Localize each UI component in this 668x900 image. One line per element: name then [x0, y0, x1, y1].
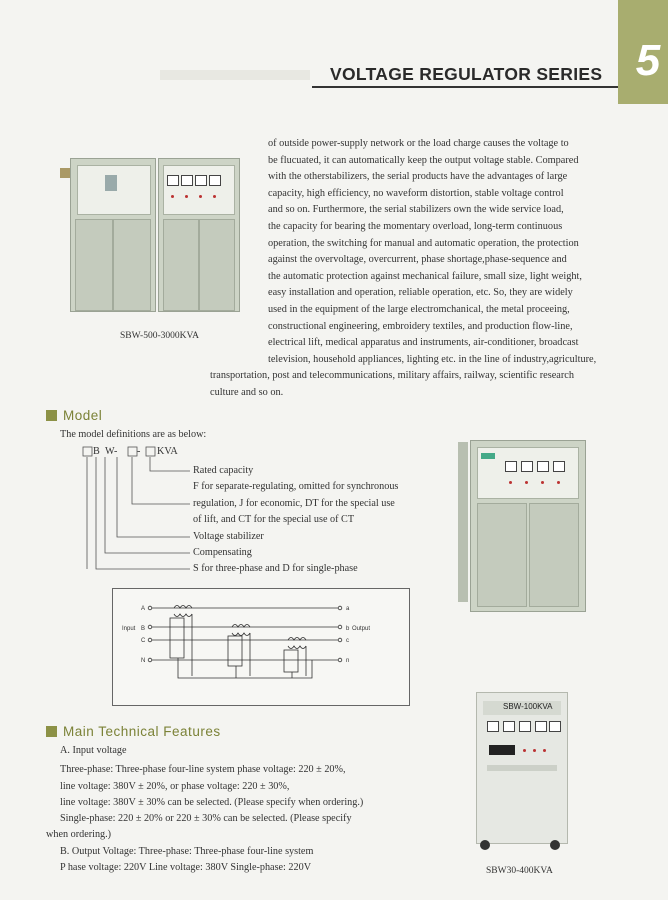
output-label: Output — [352, 626, 371, 632]
feature-line: line voltage: 380V ± 20%, or phase voltage: 220 ± 30%, — [60, 781, 290, 792]
feature-line: P hase voltage: 220V Line voltage: 380V Single-phase: 220V — [60, 862, 312, 873]
definition-item: Voltage stabilizer — [193, 530, 264, 542]
intro-line: used in the equipment of the large electromchanical, the metal proceeing, — [268, 303, 570, 315]
cabinet-small-label: SBW-100KVA — [503, 702, 553, 711]
intro-paragraph — [268, 136, 612, 368]
cabinet-small-caption: SBW30-400KVA — [486, 866, 553, 876]
intro-line: be flucuated, it can automatically keep the output voltage stable. Compared — [268, 154, 579, 166]
phase-out-label: b — [346, 626, 350, 632]
cabinet-medium-image — [458, 434, 590, 618]
definition-item: F for separate-regulating, omitted for synchronous — [193, 481, 399, 493]
feature-line: Three-phase: Three-phase four-line system phase voltage: 220 ± 20%, — [60, 764, 346, 775]
phase-out-label: a — [346, 606, 350, 612]
phase-in-label: C — [141, 638, 146, 644]
feature-line: line voltage: 380V ± 30% can be selected. (Please specify when ordering.) — [60, 797, 364, 808]
definition-item: Compensating — [193, 547, 252, 559]
intro-paragraph-tail — [210, 368, 612, 401]
phase-in-label: A — [141, 606, 146, 612]
phase-out-label: c — [346, 638, 349, 644]
intro-line: constructional engineering, embroidery textiles, and production flow-line, — [268, 320, 573, 332]
phase-out-label: n — [346, 658, 350, 664]
intro-line: against the overvoltage, overcurrent, phase shortage,phase-sequence and — [268, 254, 567, 266]
intro-line: culture and so on. — [210, 386, 284, 398]
intro-line: operation, the switching for manual and automatic operation, the protection — [268, 237, 579, 249]
phase-in-label: B — [141, 626, 146, 632]
page-number: 5 — [635, 36, 661, 85]
feature-line: A. Input voltage — [60, 745, 127, 756]
heading-bullet-icon — [46, 410, 57, 421]
header-ghost-text — [160, 70, 310, 80]
definition-item: of lift, and CT for the special use of CT — [193, 514, 355, 526]
intro-line: television, household appliances, lighting etc. in the line of industry,agriculture, — [268, 353, 597, 365]
feature-line: B. Output Voltage: Three-phase: Three-phase four-line system — [60, 846, 314, 857]
model-code-w: W- — [105, 446, 118, 457]
definition-item: regulation, J for economic, DT for the special use — [193, 497, 395, 509]
intro-line: transportation, post and telecommunications, military affairs, railway, scientific research — [210, 370, 574, 381]
header-rule — [312, 86, 618, 88]
intro-line: electrical lift, medical apparatus and instruments, air-conditioner, broadcast — [268, 337, 579, 349]
intro-line: of outside power-supply network or the load charge causes the voltage to — [268, 138, 569, 149]
model-definitions — [193, 463, 423, 578]
feature-line: Single-phase: 220 ± 20% or 220 ± 30% can be selected. (Please specify — [60, 813, 352, 824]
cabinet-small-image — [466, 690, 576, 854]
cabinet-large-caption: SBW-500-3000KVA — [120, 331, 199, 341]
circuit-diagram — [112, 588, 410, 706]
definition-item: S for three-phase and D for single-phase — [193, 563, 358, 575]
intro-line: the automatic protection against mechanical failure, small size, light weight, — [268, 270, 582, 282]
model-code-dash: - — [137, 446, 141, 457]
input-label: Input — [122, 626, 136, 632]
phase-in-label: N — [141, 658, 146, 664]
cabinet-large-image — [60, 154, 240, 318]
page-title: VOLTAGE REGULATOR SERIES — [330, 64, 603, 84]
model-code-b: B — [93, 446, 100, 457]
feature-line: when ordering.) — [46, 829, 112, 840]
features-heading: Main Technical Features — [46, 724, 221, 739]
intro-line: with the otherstabilizers, the serial products have the advantages of large — [268, 171, 568, 183]
intro-line: the capacity for bearing the momentary overload, long-term continuous — [268, 220, 563, 232]
intro-line: capacity, high efficiency, no waveform distortion, stable voltage control — [268, 187, 564, 199]
heading-bullet-icon — [46, 726, 57, 737]
model-heading: Model — [46, 408, 102, 423]
intro-line: easy installation and operation, reliable operation, etc. So, they are widely — [268, 287, 573, 299]
model-code-kva: KVA — [157, 446, 178, 457]
model-code-diagram — [80, 443, 190, 575]
model-intro: The model definitions are as below: — [60, 429, 207, 440]
definition-item: Rated capacity — [193, 465, 254, 476]
intro-line: and so on. Furthermore, the serial stabilizers own the wide service load, — [268, 204, 564, 216]
